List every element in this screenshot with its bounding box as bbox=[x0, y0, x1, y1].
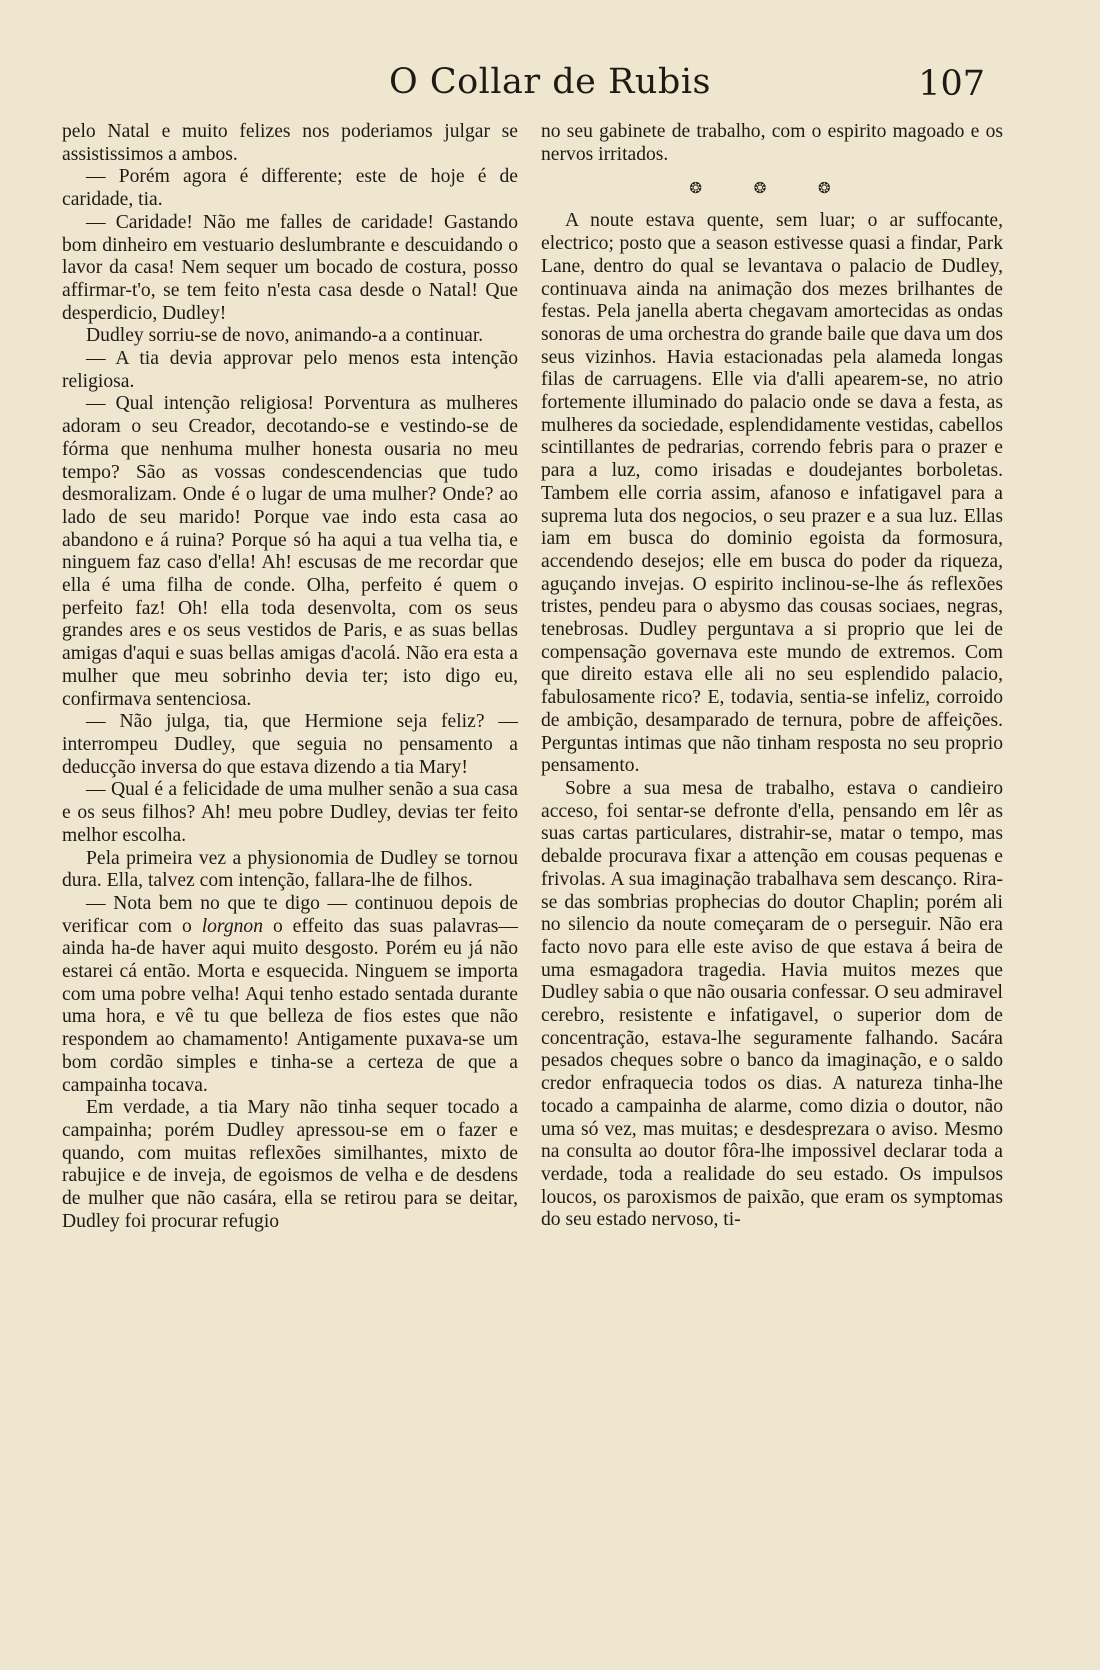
paragraph: pelo Natal e muito felizes nos poderiamos julgar se assistissimos a ambos. bbox=[62, 121, 518, 165]
paragraph-continued: no seu gabinete de trabalho, com o espirito magoado e os nervos irritados. bbox=[541, 121, 1003, 165]
page-number: 107 bbox=[918, 64, 985, 104]
paragraph: — A tia devia approvar pelo menos esta intenção religiosa. bbox=[62, 348, 518, 392]
paragraph: — Caridade! Não me falles de caridade! Gastando bom dinheiro em vestuario deslumbrante e descuidando o lavor da casa! Nem sequer um bocado de costura, posso affirmar-t'o, se tem feito n'esta casa desde o Natal! Que desperdicio, Dudley! bbox=[62, 211, 518, 324]
paragraph: Em verdade, a tia Mary não tinha sequer tocado a campainha; porém Dudley apressou-se em o fazer e quando, com muitas reflexões similhantes, mixto de rabujice e de inveja, de egoismos de velha e de desdens de mulher que não casára, ella se retirou para se deitar, Dudley foi procurar refugio bbox=[62, 1097, 518, 1232]
paragraph: — Qual intenção religiosa! Porventura as mulheres adoram o seu Creador, decotando-se e vestindo-se de fórma que nenhuma mulher honesta ousaria no meu tempo? São as vossas condescendencias que tudo desmoralizam. Onde é o lugar de uma mulher? Onde? ao lado de seu marido! Porque vae indo esta casa ao abandono e á ruina? Porque só ha aqui a tua velha tia, e ninguem faz caso d'ella! Ah! escusas de me recordar que ella é uma filha de conde. Olha, perfeito é quem o perfeito faz! Oh! ella toda desenvolta, com os seus grandes ares e os seus vestidos de Paris, e as suas bellas amigas d'aqui e suas bellas amigas d'acolá. Não era esta a mulher que meu sobrinho devia ter; isto digo eu, confirmava sentenciosa. bbox=[62, 393, 518, 710]
paragraph: Dudley sorriu-se de novo, animando-a a continuar. bbox=[86, 325, 484, 347]
paragraph: — Nota bem no que te digo — continuou depois de verificar com o lorgnon o effeito das suas palavras—ainda ha-de haver aqui muito desgosto. Porém eu já não estarei cá então. Morta e esquecida. Ninguem se importa com uma pobre velha! Aqui tenho estado sentada durante uma hora, e vê tu que belleza de fios estes que não respondem ao chamamento! Antigamente puxava-se um bom cordão simples e tinha-se a certeza de que a campainha tocava. bbox=[62, 892, 518, 1096]
section-ornament: ❂ ❂ ❂ bbox=[689, 181, 855, 198]
paragraph: A noute estava quente, sem luar; o ar suffocante, electrico; posto que a season estivesse quasi a findar, Park Lane, dentro do qual se levantava o palacio de Dudley, continuava ainda na animação dos mezes brilhantes de festas. Pela janella aberta chegavam amortecidas as ondas sonoras de uma orchestra do grande baile que dava um dos seus vizinhos. Havia estacionadas pela alameda longas filas de carruagens. Elle via d'alli apearem-se, no atrio fortemente illuminado do palacio onde se dava a festa, as mulheres da sociedade, esplendidamente vestidas, cabellos scintillantes de pedrarias, correndo febris para o prazer e para a luz, como irisadas e doudejantes borboletas. Tambem elle corria assim, afanoso e infatigavel para a suprema luta dos negocios, o seu prazer e a sua luz. Ellas iam em busca do dominio egoista da formosura, accendendo desejos; elle em busca do poder da riqueza, aguçando invejas. O espirito inclinou-se-lhe ás reflexões tristes, pendeu para o abysmo das cousas sociaes, negras, tenebrosas. Dudley perguntava a si proprio que lei de compensação governava este mundo de extremos. Com que direito estava elle ali no seu esplendido palacio, fabulosamente rico? E, todavia, sentia-se infeliz, corroido de ambição, desamparado de ternura, pobre de affeições. Perguntas intimas que não tinham resposta no seu proprio pensamento. bbox=[541, 210, 1003, 777]
paragraph: Sobre a sua mesa de trabalho, estava o candieiro acceso, foi sentar-se defronte d'ella, pensando em lêr as suas cartas particulares, distrahir-se, matar o tempo, mas debalde procurava fixar a attenção em cousas pequenas e frivolas. A sua imaginação trabalhava sem descanço. Rira-se das sombrias prophecias do doutor Chaplin; porém ali no silencio da noute começaram de o perseguir. Não era facto novo para elle este aviso de que estava á beira de uma esmagadora tragedia. Havia muitos mezes que Dudley sabia o que não ousaria confessar. O seu admiravel cerebro, resistente e infatigavel, o superior dom de concentração, estava-lhe seguramente falhando. Sacára pesados cheques sobre o banco da imaginação, e o saldo credor enfraquecia todos os dias. A natureza tinha-lhe tocado a campainha de alarme, como dizia o doutor, não uma só vez, mas muitas; e desdesprezara o aviso. Mesmo na consulta ao doutor fôra-lhe impossivel declarar toda a verdade, toda a realidade do seu estado. Os impulsos loucos, os paroxismos de paixão, que eram os symptomas do seu estado nervoso, ti- bbox=[541, 777, 1003, 1231]
paragraph: — Não julga, tia, que Hermione seja feliz? — interrompeu Dudley, que seguia no pensamento a deducção inversa do que estava dizendo a tia Mary! bbox=[62, 711, 518, 778]
paragraph: Pela primeira vez a physionomia de Dudley se tornou dura. Ella, talvez com intenção, fallara-lhe de filhos. bbox=[62, 847, 518, 892]
paragraph: — Porém agora é differente; este de hoje é de caridade, tia. bbox=[62, 166, 518, 211]
left-column bbox=[62, 121, 518, 1233]
right-column bbox=[541, 121, 1003, 1232]
paragraph: — Qual é a felicidade de uma mulher senão a sua casa e os seus filhos? Ah! meu pobre Dudley, devias ter feito melhor escolha. bbox=[62, 779, 518, 846]
running-head bbox=[0, 62, 1100, 112]
running-title: O Collar de Rubis bbox=[389, 62, 711, 102]
